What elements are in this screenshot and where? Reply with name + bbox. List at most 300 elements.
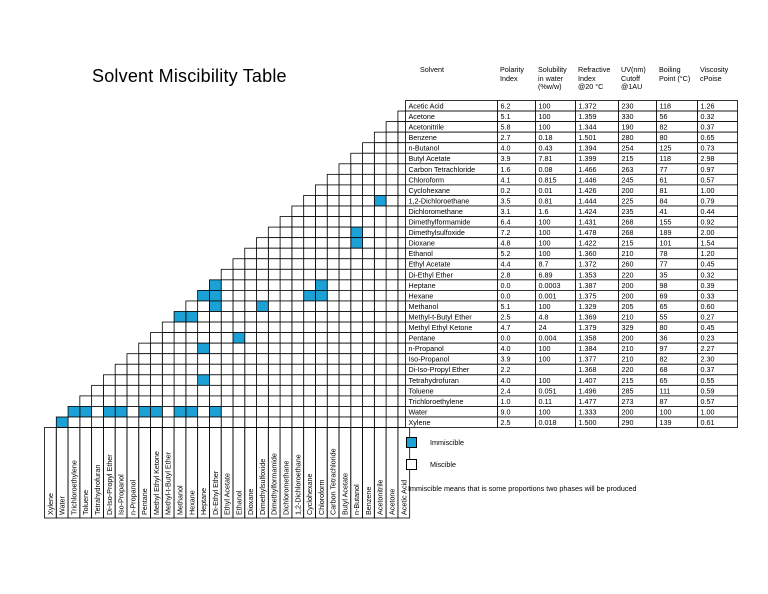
miscible-cell: [304, 343, 316, 354]
solvent-solubility: 6.89: [538, 270, 553, 280]
solvent-uv: 200: [621, 185, 634, 195]
solvent-name: Acetic Acid: [408, 101, 444, 111]
miscible-cell: [280, 322, 292, 333]
miscible-cell: [233, 375, 245, 386]
miscible-cell: [363, 290, 375, 301]
solvent-refractive: 1.431: [578, 217, 597, 227]
miscible-cell: [339, 280, 351, 291]
miscible-cell: [374, 238, 386, 249]
miscible-cell: [339, 259, 351, 270]
miscible-cell: [292, 301, 304, 312]
miscible-cell: [280, 280, 292, 291]
solvent-uv: 210: [621, 354, 634, 364]
miscible-cell: [327, 248, 339, 259]
miscible-cell: [315, 406, 327, 417]
solvent-solubility: 0.01: [538, 185, 553, 195]
miscible-cell: [233, 364, 245, 375]
miscible-cell: [386, 354, 398, 365]
legend-immiscible-label: Immiscible: [430, 438, 464, 447]
miscible-cell: [198, 406, 210, 417]
solvent-name: Pentane: [408, 333, 436, 343]
miscible-cell: [374, 301, 386, 312]
solvent-uv: 215: [621, 238, 634, 248]
miscible-cell: [363, 364, 375, 375]
solvent-name: Di-Iso-Propyl Ether: [408, 365, 470, 375]
solvent-solubility: 100: [538, 238, 551, 248]
solvent-viscosity: 0.61: [700, 417, 715, 427]
immiscible-cell: [315, 280, 327, 291]
solvent-name: Acetonitrile: [408, 122, 445, 132]
miscible-cell: [162, 364, 174, 375]
miscible-cell: [386, 143, 398, 154]
miscible-cell: [209, 364, 221, 375]
miscible-cell: [233, 312, 245, 323]
miscible-cell: [339, 195, 351, 206]
miscible-cell: [92, 396, 104, 407]
solvent-viscosity: 0.27: [700, 312, 715, 322]
solvent-uv: 190: [621, 122, 634, 132]
miscible-cell: [80, 417, 92, 428]
miscible-cell: [115, 375, 127, 386]
solvent-solubility: 7.81: [538, 154, 553, 164]
column-label: n-Butanol: [352, 484, 362, 515]
miscible-cell: [209, 322, 221, 333]
immiscible-cell: [315, 290, 327, 301]
miscible-cell: [280, 301, 292, 312]
miscible-cell: [233, 354, 245, 365]
solvent-viscosity: 0.57: [700, 175, 715, 185]
miscible-cell: [139, 364, 151, 375]
miscible-cell: [315, 248, 327, 259]
solvent-boiling: 189: [659, 228, 672, 238]
miscible-cell: [351, 312, 363, 323]
miscible-cell: [327, 206, 339, 217]
miscible-cell: [374, 206, 386, 217]
solvent-boiling: 69: [659, 291, 668, 301]
solvent-name: Cyclohexane: [408, 185, 451, 195]
miscible-cell: [386, 301, 398, 312]
solvent-solubility: 100: [538, 301, 551, 311]
miscible-cell: [386, 195, 398, 206]
miscible-cell: [304, 385, 316, 396]
miscible-cell: [304, 259, 316, 270]
miscible-cell: [304, 195, 316, 206]
column-label: Methyl Ethyl Ketone: [151, 451, 161, 515]
miscible-cell: [292, 417, 304, 428]
solvent-boiling: 125: [659, 143, 672, 153]
miscible-cell: [174, 322, 186, 333]
solvent-name: Xylene: [408, 417, 431, 427]
miscible-cell: [268, 375, 280, 386]
miscible-cell: [351, 354, 363, 365]
miscible-cell: [139, 385, 151, 396]
miscible-cell: [327, 269, 339, 280]
miscible-cell: [386, 406, 398, 417]
column-label: Di-Iso-Propyl Ether: [104, 454, 114, 515]
header-boiling-point: Boiling Point (°C): [659, 65, 691, 83]
miscible-cell: [174, 396, 186, 407]
miscible-cell: [268, 248, 280, 259]
solvent-solubility: 1.6: [538, 206, 549, 216]
solvent-refractive: 1.368: [578, 365, 597, 375]
miscible-cell: [374, 227, 386, 238]
miscible-cell: [292, 290, 304, 301]
miscible-cell: [327, 333, 339, 344]
miscible-cell: [315, 396, 327, 407]
solvent-refractive: 1.496: [578, 386, 597, 396]
miscible-cell: [315, 343, 327, 354]
immiscible-cell: [103, 406, 115, 417]
immiscible-swatch: [406, 437, 417, 448]
miscible-cell: [363, 280, 375, 291]
solvent-solubility: 0.81: [538, 196, 553, 206]
miscible-cell: [139, 417, 151, 428]
miscible-cell: [115, 417, 127, 428]
miscible-cell: [374, 322, 386, 333]
miscible-cell: [186, 354, 198, 365]
miscible-cell: [386, 206, 398, 217]
solvent-viscosity: 1.00: [700, 185, 715, 195]
solvent-refractive: 1.501: [578, 133, 597, 143]
solvent-uv: 273: [621, 396, 634, 406]
solvent-refractive: 1.500: [578, 417, 597, 427]
miscible-cell: [151, 396, 163, 407]
solvent-refractive: 1.399: [578, 154, 597, 164]
solvent-boiling: 77: [659, 259, 668, 269]
miscible-cell: [327, 343, 339, 354]
immiscible-cell: [209, 406, 221, 417]
immiscible-cell: [257, 301, 269, 312]
solvent-refractive: 1.372: [578, 101, 597, 111]
miscible-cell: [186, 375, 198, 386]
miscible-cell: [245, 301, 257, 312]
miscible-cell: [339, 185, 351, 196]
miscible-cell: [268, 238, 280, 249]
miscible-cell: [374, 174, 386, 185]
miscible-cell: [315, 217, 327, 228]
miscible-cell: [351, 206, 363, 217]
miscible-cell: [162, 375, 174, 386]
column-label: Acetic Acid: [399, 479, 409, 515]
miscible-cell: [221, 280, 233, 291]
miscible-cell: [304, 248, 316, 259]
solvent-boiling: 100: [659, 407, 672, 417]
miscible-cell: [257, 343, 269, 354]
header-uv-cutoff: UV(nm) Cutoff @1AU: [621, 65, 646, 92]
miscible-cell: [386, 312, 398, 323]
solvent-name: 1,2-Dichloroethane: [408, 196, 470, 206]
miscible-cell: [186, 417, 198, 428]
miscible-cell: [374, 406, 386, 417]
header-polarity-index: Polarity Index: [500, 65, 524, 83]
solvent-refractive: 1.394: [578, 143, 597, 153]
miscible-cell: [257, 333, 269, 344]
immiscible-cell: [174, 312, 186, 323]
miscible-cell: [363, 153, 375, 164]
miscible-cell: [174, 333, 186, 344]
column-label: Methyl-t-Butyl Ether: [163, 451, 173, 515]
solvent-solubility: 100: [538, 354, 551, 364]
solvent-viscosity: 0.45: [700, 323, 715, 332]
miscible-cell: [257, 364, 269, 375]
miscible-cell: [268, 301, 280, 312]
solvent-uv: 210: [621, 312, 634, 322]
solvent-polarity: 0.0: [500, 291, 511, 301]
solvent-refractive: 1.426: [578, 185, 597, 195]
miscible-cell: [115, 385, 127, 396]
miscible-cell: [280, 343, 292, 354]
miscible-cell: [386, 280, 398, 291]
solvent-viscosity: 0.73: [700, 143, 715, 153]
miscible-cell: [327, 195, 339, 206]
miscible-cell: [351, 343, 363, 354]
miscible-cell: [103, 385, 115, 396]
miscible-cell: [257, 290, 269, 301]
solvent-viscosity: 2.27: [700, 344, 715, 354]
solvent-polarity: 7.2: [500, 228, 511, 238]
solvent-name: Ethanol: [408, 249, 433, 259]
solvent-boiling: 36: [659, 333, 668, 343]
immiscible-cell: [186, 312, 198, 323]
solvent-boiling: 80: [659, 133, 668, 143]
solvent-polarity: 5.1: [500, 112, 511, 121]
miscible-cell: [374, 417, 386, 428]
header-refractive-index: Refractive Index @20 °C: [578, 65, 611, 92]
miscible-cell: [268, 280, 280, 291]
miscible-cell: [363, 164, 375, 175]
solvent-refractive: 1.377: [578, 354, 597, 364]
miscible-cell: [374, 259, 386, 270]
solvent-refractive: 1.353: [578, 270, 597, 280]
miscible-swatch: [406, 459, 417, 470]
solvent-viscosity: 1.54: [700, 238, 715, 248]
miscible-cell: [280, 375, 292, 386]
miscible-cell: [363, 206, 375, 217]
miscible-cell: [351, 375, 363, 386]
miscible-cell: [280, 354, 292, 365]
miscible-cell: [351, 290, 363, 301]
column-label: Butyl Acetate: [340, 473, 350, 515]
miscible-cell: [268, 259, 280, 270]
miscible-cell: [127, 375, 139, 386]
miscible-cell: [292, 259, 304, 270]
miscible-cell: [304, 396, 316, 407]
miscible-cell: [386, 364, 398, 375]
solvent-name: Dichloromethane: [408, 206, 463, 216]
miscible-cell: [363, 417, 375, 428]
miscible-cell: [386, 396, 398, 407]
column-label: Acetonitrile: [375, 479, 385, 515]
miscible-cell: [162, 354, 174, 365]
miscible-cell: [304, 354, 316, 365]
miscible-cell: [268, 312, 280, 323]
column-label: Pentane: [140, 488, 150, 515]
miscible-cell: [280, 259, 292, 270]
miscible-cell: [363, 238, 375, 249]
miscible-cell: [315, 417, 327, 428]
miscible-cell: [198, 301, 210, 312]
solvent-uv: 329: [621, 323, 634, 332]
miscible-cell: [233, 406, 245, 417]
miscible-cell: [292, 333, 304, 344]
miscible-cell: [292, 227, 304, 238]
miscible-cell: [363, 195, 375, 206]
miscible-cell: [268, 290, 280, 301]
miscible-cell: [374, 153, 386, 164]
miscible-cell: [339, 385, 351, 396]
solvent-solubility: 0.018: [538, 417, 557, 427]
miscible-cell: [292, 364, 304, 375]
miscible-cell: [327, 322, 339, 333]
solvent-polarity: 0.0: [500, 280, 511, 290]
solvent-viscosity: 0.97: [700, 164, 715, 174]
miscible-cell: [351, 396, 363, 407]
miscible-cell: [374, 333, 386, 344]
miscible-cell: [198, 312, 210, 323]
miscible-cell: [386, 375, 398, 386]
solvent-uv: 230: [621, 101, 634, 111]
miscible-cell: [374, 385, 386, 396]
miscible-cell: [292, 248, 304, 259]
solvent-viscosity: 0.79: [700, 196, 715, 206]
miscible-cell: [280, 333, 292, 344]
miscible-cell: [327, 417, 339, 428]
miscible-cell: [315, 195, 327, 206]
miscible-cell: [245, 322, 257, 333]
solvent-uv: 200: [621, 291, 634, 301]
miscible-cell: [351, 164, 363, 175]
solvent-solubility: 0.18: [538, 133, 553, 143]
miscible-cell: [209, 396, 221, 407]
solvent-uv: 254: [621, 143, 634, 153]
solvent-viscosity: 0.45: [700, 259, 715, 269]
miscible-cell: [339, 227, 351, 238]
miscible-cell: [127, 354, 139, 365]
miscible-cell: [327, 217, 339, 228]
solvent-name: Tetrahydrofuran: [408, 375, 459, 385]
miscible-cell: [292, 385, 304, 396]
miscible-cell: [186, 396, 198, 407]
solvent-solubility: 0.43: [538, 143, 553, 153]
miscible-cell: [186, 322, 198, 333]
miscible-cell: [339, 206, 351, 217]
miscible-cell: [268, 417, 280, 428]
solvent-boiling: 65: [659, 375, 668, 385]
miscible-cell: [386, 290, 398, 301]
solvent-refractive: 1.407: [578, 375, 597, 385]
miscible-cell: [268, 333, 280, 344]
immiscible-cell: [68, 406, 80, 417]
solvent-viscosity: 1.20: [700, 249, 715, 259]
solvent-name: Hexane: [408, 291, 434, 301]
miscible-cell: [162, 343, 174, 354]
solvent-refractive: 1.333: [578, 407, 597, 417]
miscible-cell: [339, 354, 351, 365]
miscible-cell: [245, 290, 257, 301]
miscible-cell: [245, 259, 257, 270]
miscible-cell: [363, 343, 375, 354]
column-label: Di-Ethyl Ether: [210, 470, 220, 515]
miscible-cell: [363, 185, 375, 196]
solvent-viscosity: 0.59: [700, 386, 715, 396]
miscible-cell: [374, 143, 386, 154]
miscible-cell: [245, 385, 257, 396]
miscible-cell: [292, 343, 304, 354]
solvent-uv: 290: [621, 417, 634, 427]
immiscible-cell: [351, 227, 363, 238]
miscible-cell: [292, 269, 304, 280]
solvent-polarity: 4.4: [500, 259, 511, 269]
column-label: Dioxane: [246, 488, 256, 515]
solvent-name: Ethyl Acetate: [408, 259, 451, 269]
solvent-name: Methyl-t-Butyl Ether: [408, 312, 472, 322]
solvent-refractive: 1.358: [578, 333, 597, 343]
solvent-polarity: 2.5: [500, 417, 511, 427]
miscible-cell: [257, 248, 269, 259]
miscible-cell: [374, 280, 386, 291]
miscible-cell: [386, 417, 398, 428]
immiscible-cell: [174, 406, 186, 417]
miscible-cell: [315, 333, 327, 344]
solvent-boiling: 139: [659, 417, 672, 427]
miscible-cell: [351, 333, 363, 344]
miscible-cell: [233, 259, 245, 270]
miscible-cell: [209, 375, 221, 386]
miscible-cell: [351, 195, 363, 206]
solvent-boiling: 81: [659, 185, 668, 195]
solvent-solubility: 100: [538, 122, 551, 132]
miscible-cell: [386, 322, 398, 333]
immiscible-cell: [115, 406, 127, 417]
miscible-cell: [351, 217, 363, 228]
miscible-cell: [304, 417, 316, 428]
miscible-cell: [339, 301, 351, 312]
solvent-boiling: 111: [659, 386, 671, 396]
miscible-cell: [209, 385, 221, 396]
solvent-polarity: 3.9: [500, 154, 511, 164]
miscible-cell: [245, 312, 257, 323]
solvent-polarity: 3.5: [500, 196, 511, 206]
miscible-cell: [245, 396, 257, 407]
solvent-boiling: 98: [659, 280, 668, 290]
miscible-cell: [327, 385, 339, 396]
miscible-cell: [245, 343, 257, 354]
miscible-cell: [151, 354, 163, 365]
miscible-cell: [198, 364, 210, 375]
solvent-solubility: 0.11: [538, 396, 552, 406]
solvent-viscosity: 0.32: [700, 270, 715, 280]
solvent-refractive: 1.387: [578, 280, 597, 290]
miscible-cell: [186, 333, 198, 344]
miscible-cell: [186, 301, 198, 312]
miscible-cell: [245, 364, 257, 375]
solvent-polarity: 4.0: [500, 143, 511, 153]
miscible-cell: [351, 417, 363, 428]
solvent-refractive: 1.444: [578, 196, 597, 206]
solvent-name: Acetone: [408, 112, 435, 121]
solvent-refractive: 1.359: [578, 112, 597, 121]
solvent-viscosity: 0.44: [700, 206, 715, 216]
solvent-refractive: 1.329: [578, 301, 597, 311]
solvent-refractive: 1.360: [578, 249, 597, 259]
miscible-cell: [280, 406, 292, 417]
miscible-cell: [280, 238, 292, 249]
solvent-uv: 210: [621, 344, 634, 354]
miscible-cell: [351, 248, 363, 259]
miscible-cell: [374, 132, 386, 143]
miscible-cell: [386, 343, 398, 354]
miscible-cell: [268, 396, 280, 407]
